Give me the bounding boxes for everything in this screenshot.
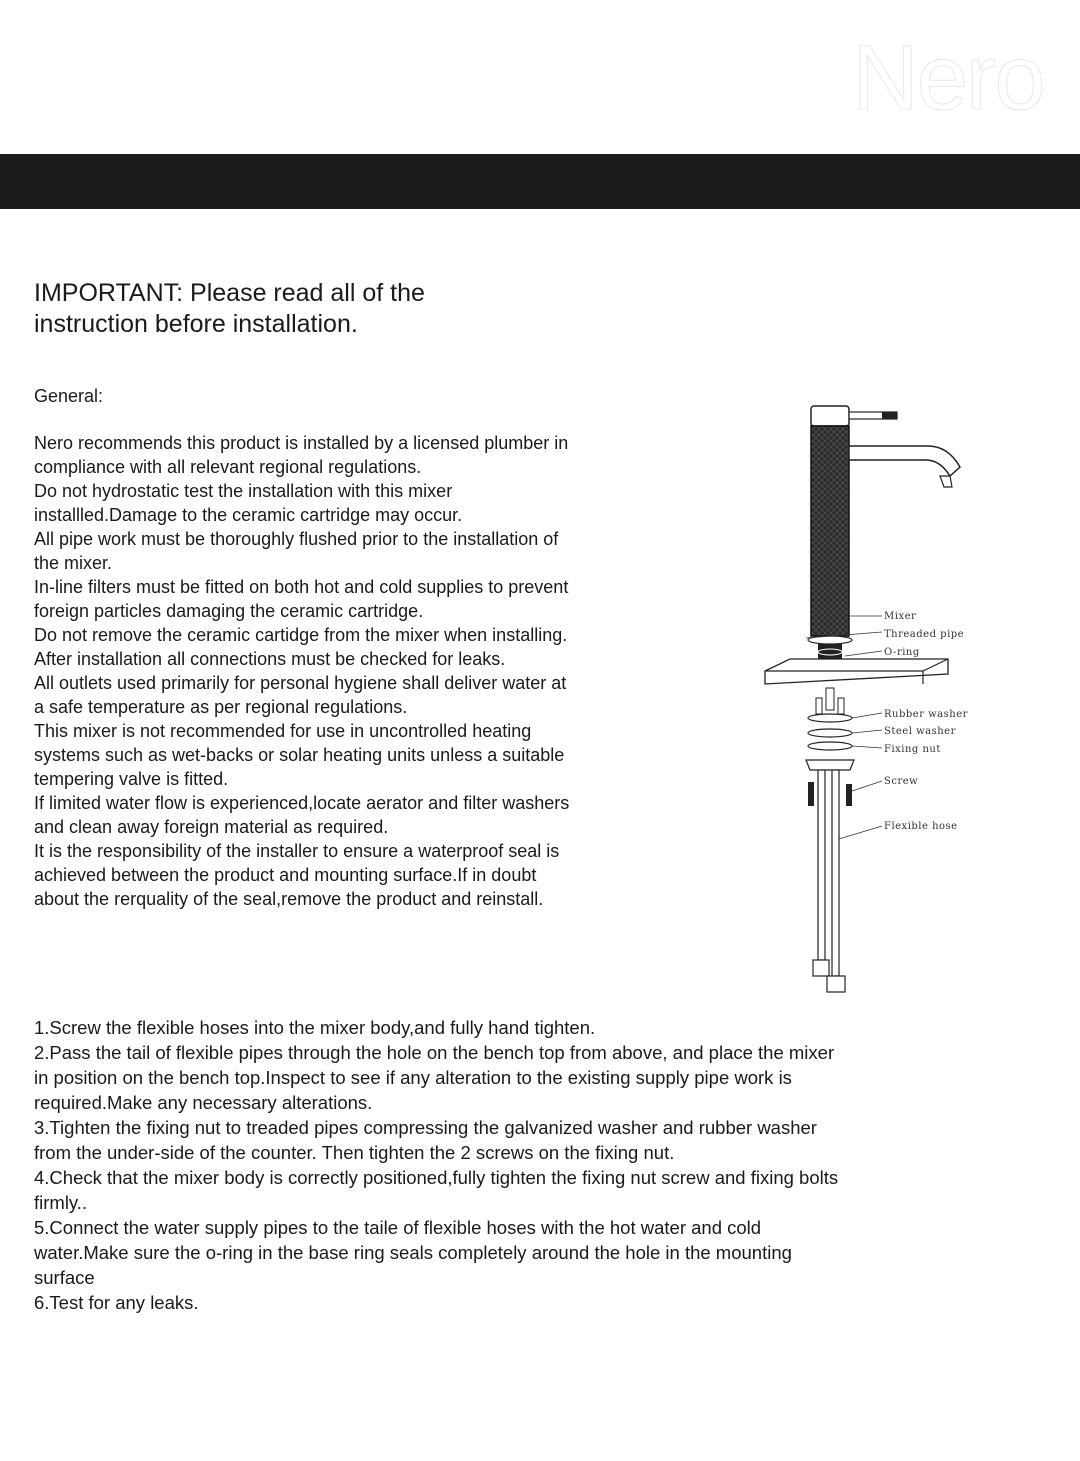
step-line: required.Make any necessary alterations. (34, 1092, 373, 1113)
mixer-body (811, 426, 849, 636)
step-line: water.Make sure the o-ring in the base ring seals completely around the hole in the mounting (34, 1242, 792, 1263)
step-line: 5.Connect the water supply pipes to the taile of flexible hoses with the hot water and cold (34, 1217, 762, 1238)
step-line: 6.Test for any leaks. (34, 1292, 199, 1313)
flexible-hoses (813, 770, 845, 992)
label-threaded-pipe: Threaded pipe (884, 629, 965, 640)
step-line: 1.Screw the flexible hoses into the mixer body,and fully hand tighten. (34, 1017, 596, 1038)
general-line: After installation all connections must be checked for leaks. (34, 649, 506, 669)
general-line: It is the responsibility of the installer to ensure a waterproof seal is (34, 841, 560, 861)
general-line: Do not remove the ceramic cartidge from the mixer when installing. (34, 625, 568, 645)
general-line: Do not hydrostatic test the installation with this mixer (34, 481, 453, 501)
general-line: If limited water flow is experienced,locate aerator and filter washers (34, 793, 570, 813)
label-rubber-washer: Rubber washer (884, 709, 968, 720)
label-steel-washer: Steel washer (884, 726, 956, 737)
screw-right (846, 784, 852, 806)
title-line: instruction before installation. (34, 310, 358, 338)
label-fixing-nut: Fixing nut (884, 744, 941, 755)
general-line: tempering valve is fitted. (34, 769, 229, 789)
general-line: the mixer. (34, 553, 113, 573)
page-title (34, 278, 594, 340)
label-screw: Screw (884, 776, 919, 787)
general-line: a safe temperature as per regional regulations. (34, 697, 408, 717)
step-line: 4.Check that the mixer body is correctly positioned,fully tighten the fixing nut screw and fixing bolts (34, 1167, 839, 1188)
mixer-spout (849, 446, 960, 476)
general-line: All outlets used primarily for personal hygiene shall deliver water at (34, 673, 567, 693)
step-line: from the under-side of the counter. Then tighten the 2 screws on the fixing nut. (34, 1142, 675, 1163)
general-line: about the rerquality of the seal,remove the product and reinstall. (34, 889, 544, 909)
label-mixer: Mixer (884, 611, 917, 622)
general-line: All pipe work must be thoroughly flushed prior to the installation of (34, 529, 559, 549)
step-line: surface (34, 1267, 95, 1288)
screw-left (808, 782, 814, 806)
installation-steps (34, 1015, 1044, 1315)
title-line: IMPORTANT: Please read all of the (34, 279, 425, 307)
general-line: achieved between the product and mounting surface.If in doubt (34, 865, 537, 885)
brand-logo: Nero (852, 27, 1044, 129)
step-line: 3.Tighten the fixing nut to treaded pipes compressing the galvanized washer and rubber washer (34, 1117, 817, 1138)
general-line: installled.Damage to the ceramic cartridge may occur. (34, 505, 463, 525)
label-flexible-hose: Flexible hose (884, 821, 958, 832)
general-label: General: (34, 386, 104, 406)
general-line: systems such as wet-backs or solar heating units unless a suitable (34, 745, 565, 765)
header-bar (0, 154, 1080, 209)
general-line: In-line filters must be fitted on both hot and cold supplies to prevent (34, 577, 569, 597)
mixer-exploded-diagram (750, 395, 990, 1000)
general-line: compliance with all relevant regional regulations. (34, 457, 422, 477)
general-line: Nero recommends this product is installed by a licensed plumber in (34, 433, 569, 453)
general-line: This mixer is not recommended for use in uncontrolled heating (34, 721, 532, 741)
label-o-ring: O-ring (884, 647, 920, 658)
step-line: 2.Pass the tail of flexible pipes through the hole on the bench top from above, and place the mixer (34, 1042, 835, 1063)
step-line: in position on the bench top.Inspect to see if any alteration to the existing supply pipe work is (34, 1067, 792, 1088)
mixer-handle (811, 406, 897, 426)
general-line: and clean away foreign material as required. (34, 817, 389, 837)
step-line: firmly.. (34, 1192, 88, 1213)
general-line: foreign particles damaging the ceramic cartridge. (34, 601, 424, 621)
washer-stack (806, 688, 854, 770)
general-text (34, 431, 654, 911)
